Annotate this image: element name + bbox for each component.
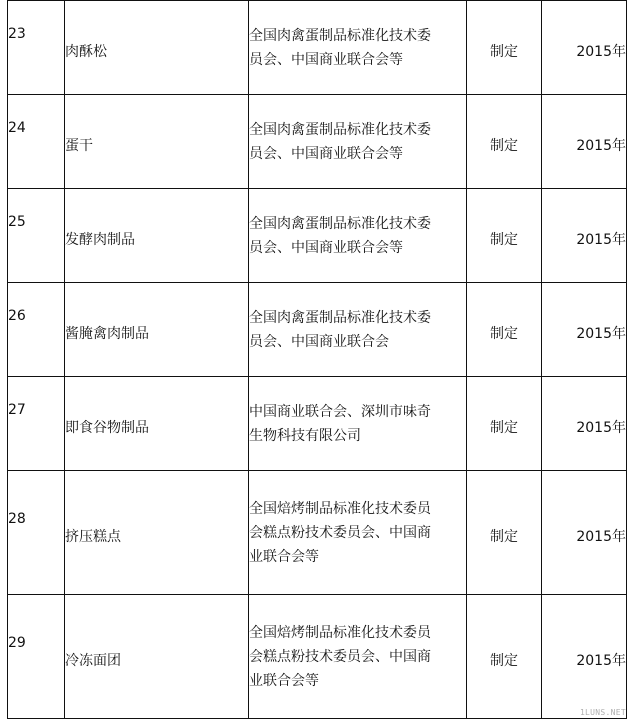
product-name: 挤压糕点 <box>65 471 249 595</box>
completion-year: 2015年 <box>542 283 627 377</box>
standards-table <box>7 0 627 719</box>
product-name: 冷冻面团 <box>65 595 249 719</box>
revision-type: 制定 <box>467 471 542 595</box>
row-number: 24 <box>8 95 65 189</box>
table-row <box>8 377 627 471</box>
table-row <box>8 595 627 719</box>
product-name: 发酵肉制品 <box>65 189 249 283</box>
completion-year: 2015年 <box>542 471 627 595</box>
table-row <box>8 471 627 595</box>
product-name: 即食谷物制品 <box>65 377 249 471</box>
revision-type: 制定 <box>467 283 542 377</box>
table-row <box>8 189 627 283</box>
row-number: 27 <box>8 377 65 471</box>
table-row <box>8 1 627 95</box>
table-row <box>8 283 627 377</box>
revision-type: 制定 <box>467 95 542 189</box>
revision-type: 制定 <box>467 189 542 283</box>
drafting-organization: 全国焙烤制品标准化技术委员 会糕点粉技术委员会、中国商 业联合会等 <box>249 595 467 719</box>
product-name: 酱腌禽肉制品 <box>65 283 249 377</box>
row-number: 23 <box>8 1 65 95</box>
product-name: 蛋干 <box>65 95 249 189</box>
drafting-organization: 全国肉禽蛋制品标准化技术委 员会、中国商业联合会 <box>249 283 467 377</box>
completion-year: 2015年 <box>542 1 627 95</box>
completion-year: 2015年 <box>542 377 627 471</box>
revision-type: 制定 <box>467 377 542 471</box>
row-number: 26 <box>8 283 65 377</box>
row-number: 28 <box>8 471 65 595</box>
drafting-organization: 中国商业联合会、深圳市味奇 生物科技有限公司 <box>249 377 467 471</box>
drafting-organization: 全国肉禽蛋制品标准化技术委 员会、中国商业联合会等 <box>249 1 467 95</box>
completion-year: 2015年 <box>542 95 627 189</box>
completion-year: 2015年 <box>542 189 627 283</box>
row-number: 29 <box>8 595 65 719</box>
drafting-organization: 全国肉禽蛋制品标准化技术委 员会、中国商业联合会等 <box>249 95 467 189</box>
product-name: 肉酥松 <box>65 1 249 95</box>
drafting-organization: 全国焙烤制品标准化技术委员 会糕点粉技术委员会、中国商 业联合会等 <box>249 471 467 595</box>
table-row <box>8 95 627 189</box>
row-number: 25 <box>8 189 65 283</box>
revision-type: 制定 <box>467 595 542 719</box>
site-watermark: 1LUNS.NET <box>579 708 626 717</box>
completion-year: 2015年 <box>542 595 627 719</box>
revision-type: 制定 <box>467 1 542 95</box>
drafting-organization: 全国肉禽蛋制品标准化技术委 员会、中国商业联合会等 <box>249 189 467 283</box>
